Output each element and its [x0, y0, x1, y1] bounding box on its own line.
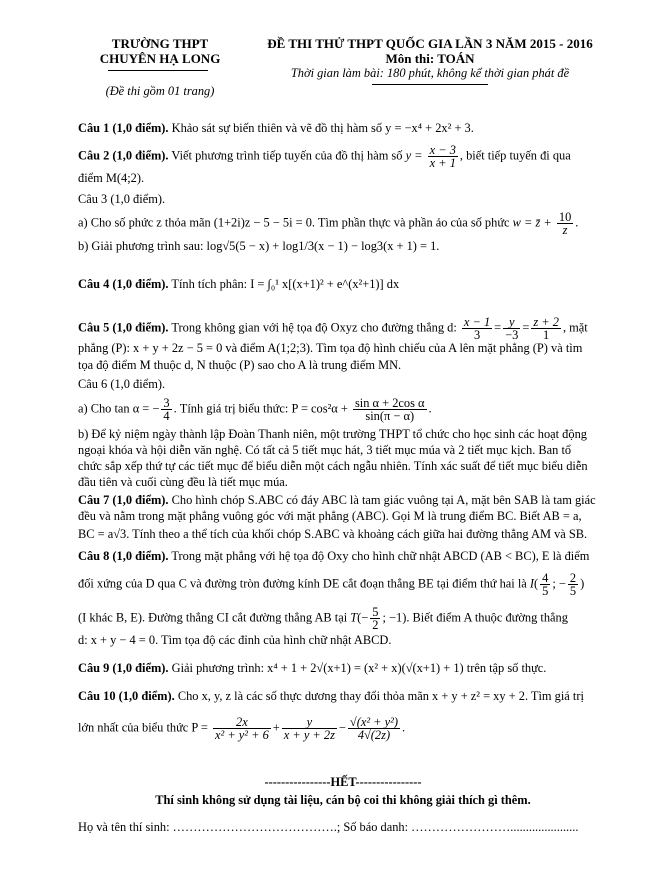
question-7: Câu 7 (1,0 điểm). Cho hình chóp S.ABC có đáy ABC là tam giác vuông tại A, mặt bên SAB là tam giác [78, 493, 596, 507]
question-8-line2: đối xứng của D qua C và đường tròn đường kính DE cắt đoạn thẳng BE tại điểm thứ hai là I( $\frac{4}{5}$ ; − $\frac{2}{5}$ ) [78, 571, 585, 598]
fraction: $\frac{2x}{\text{x² + y² + 6}}$ [215, 715, 269, 742]
question-2: Câu 2 (1,0 điểm). Viết phương trình tiếp tuyến của đồ thị hàm số y = $\frac{x - 3}{x + 1}$ , biết tiếp tuyến đi qua [78, 143, 571, 170]
exam-timing: Thời gian làm bài: 180 phút, không kể thời gian phát đề [290, 66, 570, 80]
question-10: Câu 10 (1,0 điểm). Cho x, y, z là các số thực dương thay đổi thỏa mãn x + y + z² = xy + 2. Tìm giá trị [78, 689, 584, 703]
fraction: $\frac{4}{5}$ [542, 571, 549, 598]
pages-note: (Đề thi gồm 01 trang) [105, 84, 215, 98]
question-6b-line1: b) Để kỷ niệm ngày thành lập Đoàn Thanh niên, một trường THPT tổ chức cho học sinh các hoạt động [78, 427, 587, 441]
question-3b: b) Giải phương trình sau: log√5(5 − x) + log1/3(x − 1) − log3(x + 1) = 1. [78, 239, 440, 253]
question-1: Câu 1 (1,0 điểm). Khảo sát sự biến thiên và vẽ đồ thị hàm số y = −x⁴ + 2x² + 3. [78, 121, 474, 135]
school-underline [108, 70, 208, 71]
question-9: Câu 9 (1,0 điểm). Giải phương trình: x⁴ + 1 + 2√(x+1) = (x² + x)(√(x+1) + 1) trên tập số thực. [78, 661, 547, 675]
question-5: Câu 5 (1,0 điểm). Trong không gian với hệ tọa độ Oxyz cho đường thẳng d: $\frac{x - 1}{3}$ = $\frac{y}{-3}$ = $\frac{z + 2}{1}$ , mặt [78, 315, 588, 342]
fraction: $\frac{\text{√(x² + y²)}}{4√(2z)}$ [349, 715, 398, 742]
exam-title: ĐỀ THI THỬ THPT QUỐC GIA LẦN 3 NĂM 2015 - 2016 [267, 36, 593, 51]
question-3a: a) Cho số phức z thỏa mãn (1+2i)z − 5 − 5i = 0. Tìm phần thực và phần ảo của số phức w = z̄ + $\frac{10}{z}$ . [78, 210, 579, 237]
fraction: $\frac{5}{2}$ [372, 605, 379, 632]
question-6: Câu 6 (1,0 điểm). [78, 377, 166, 391]
question-4: Câu 4 (1,0 điểm). Tính tích phân: I = ∫₀¹ x[(x+1)² + e^(x²+1)] dx [78, 277, 400, 291]
fraction: $\frac{2}{5}$ [569, 571, 577, 598]
question-6b-line3: chức sắp xếp thứ tự các tiết mục để biểu diễn một cách ngẫu nhiên. Tính xác suất để tiết mục biểu diễn [78, 459, 588, 473]
exam-subject: Môn thi: TOÁN [385, 51, 475, 66]
exam-note: Thí sinh không sử dụng tài liệu, cán bộ coi thi không giải thích gì thêm. [155, 793, 531, 807]
question-10-line2: lớn nhất của biểu thức P = $\frac{2x}{\text{x² + y² + 6}}$ + $\frac{y}{x + y + 2z}$ − $\frac{\text{√(x² + y²)}}{4√(2z)}$ . [78, 715, 406, 742]
fraction: $\frac{x - 1}{3}$ [463, 315, 491, 342]
fraction: $\frac{z + 2}{1}$ [533, 315, 559, 342]
fraction: $\frac{3}{4}$ [163, 396, 170, 423]
question-5-line2: phẳng (P): x + y + 2z − 5 = 0 và điểm A(1;2;3). Tìm tọa độ hình chiếu của A lên mặt phẳng (P) và tìm [78, 341, 583, 355]
fraction: $\frac{y}{x + y + 2z}$ [283, 715, 335, 742]
question-5-line3: tọa độ điểm M thuộc d, N thuộc (P) sao cho A là trung điểm MN. [78, 358, 402, 372]
question-8: Câu 8 (1,0 điểm). Trong mặt phẳng với hệ tọa độ Oxy cho hình chữ nhật ABCD (AB < BC), E là điểm [78, 549, 590, 563]
candidate-info-line: Họ và tên thí sinh: ………………………………….; Số báo danh: ……………………...................... [78, 820, 579, 834]
question-6b-line4: đầu tiên và cuối cùng đều là tiết mục múa. [78, 475, 288, 489]
question-3: Câu 3 (1,0 điểm). [78, 192, 166, 206]
question-8-line4: d: x + y − 4 = 0. Tìm tọa độ các đỉnh của hình chữ nhật ABCD. [78, 633, 392, 647]
question-7-line3: BC = a√3. Tính theo a thể tích của khối chóp S.ABC và khoảng cách giữa hai đường thẳng AM và SB. [78, 527, 588, 541]
fraction: $\frac{x - 3}{x + 1}$ [429, 143, 456, 170]
question-2-line2: điểm M(4;2). [78, 171, 145, 185]
question-7-line2: đều và nằm trong mặt phẳng vuông góc với mặt phẳng (ABC). Gọi M là trung điểm BC. Biết AB = a, [78, 509, 582, 523]
timing-underline [372, 84, 488, 85]
fraction: $\frac{10}{z}$ [558, 210, 572, 237]
question-8-line3: (I khác B, E). Đường thẳng CI cắt đường thẳng AB tại T(− $\frac{5}{2}$ ; −1). Biết điểm A thuộc đường thẳng [78, 605, 568, 632]
school-name: TRƯỜNG THPT CHUYÊN HẠ LONG [99, 36, 221, 66]
end-marker: ----------------HẾT---------------- [264, 775, 422, 789]
question-6b-line2: ngoại khóa và hội diễn văn nghệ. Có tất cả 5 tiết mục hát, 3 tiết mục múa và 2 tiết mục kịch. Ban tổ [78, 443, 572, 457]
fraction: $\frac{y}{-3}$ [505, 315, 519, 342]
question-6a: a) Cho tan α = − $\frac{3}{4}$ . Tính giá trị biểu thức: P = cos²α + $\frac{\text{sin α + 2cos α}}{\sin(\pi - \alpha)}$ . [78, 396, 432, 423]
fraction: $\frac{\text{sin α + 2cos α}}{\sin(\pi - \alpha)}$ [354, 396, 425, 423]
